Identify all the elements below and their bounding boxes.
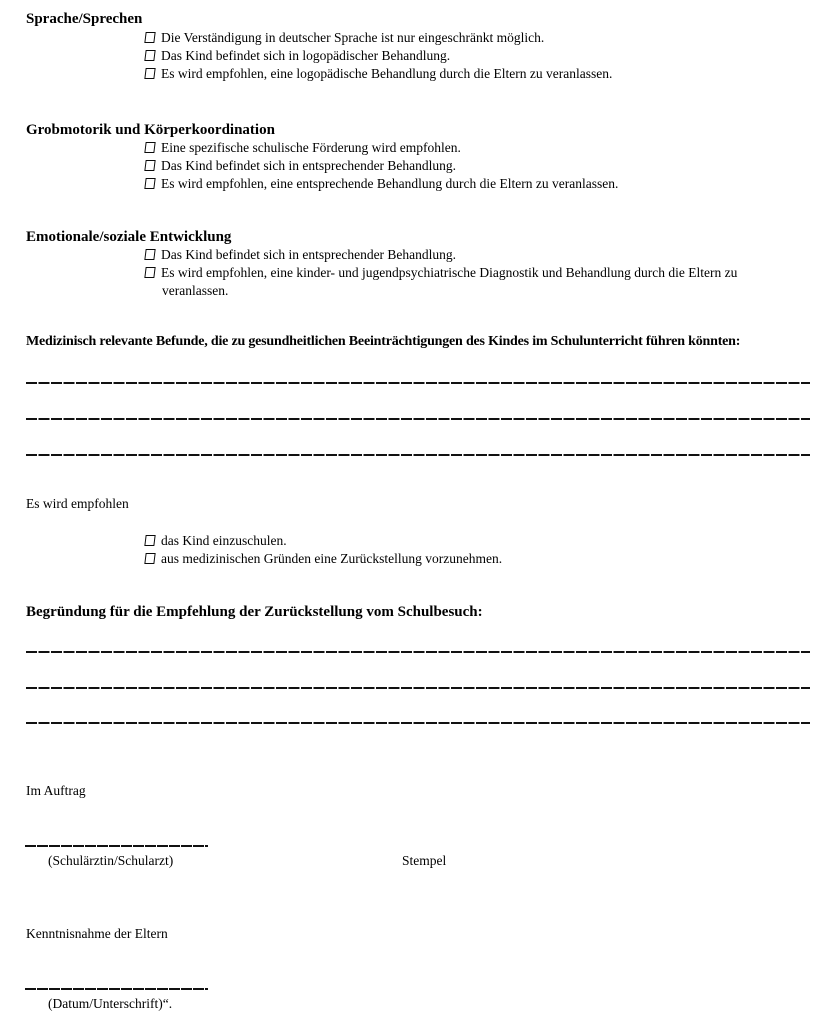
checkbox-icon[interactable] xyxy=(144,267,155,278)
checkbox-label: Das Kind befindet sich in entsprechender Behandlung. xyxy=(161,247,457,262)
recommendation-label: Es wird empfohlen xyxy=(26,496,129,511)
im-auftrag-label: Im Auftrag xyxy=(26,783,86,798)
doctor-signature-line[interactable] xyxy=(25,845,208,847)
section-grobmotorik-items xyxy=(145,139,793,193)
section-emotional-items xyxy=(145,246,790,300)
section-heading-grobmotorik: Grobmotorik und Körperkoordination xyxy=(26,122,275,138)
fill-in-line[interactable] xyxy=(26,382,810,384)
checkbox-item xyxy=(145,139,793,157)
checkbox-icon[interactable] xyxy=(144,553,155,564)
checkbox-label: das Kind einzuschulen. xyxy=(161,533,287,548)
parents-acknowledgement-label: Kenntnisnahme der Eltern xyxy=(26,926,168,941)
checkbox-item xyxy=(145,29,793,47)
checkbox-icon[interactable] xyxy=(144,160,155,171)
checkbox-icon[interactable] xyxy=(144,68,155,79)
checkbox-item xyxy=(145,175,793,193)
doctor-signature-caption: (Schulärztin/Schularzt) xyxy=(48,853,174,868)
checkbox-label: Es wird empfohlen, eine kinder- und jugendpsychiatrische Diagnostik und Behandlung durch die Eltern zu veranlassen. xyxy=(161,265,738,298)
checkbox-icon[interactable] xyxy=(144,249,155,260)
fill-in-line[interactable] xyxy=(26,418,810,420)
checkbox-label: Es wird empfohlen, eine entsprechende Behandlung durch die Eltern zu veranlassen. xyxy=(161,176,619,191)
stamp-label: Stempel xyxy=(402,853,447,868)
checkbox-item xyxy=(145,47,793,65)
checkbox-item xyxy=(145,264,790,300)
checkbox-icon[interactable] xyxy=(144,178,155,189)
checkbox-label: aus medizinischen Gründen eine Zurückstellung vorzunehmen. xyxy=(161,551,503,566)
reason-heading: Begründung für die Empfehlung der Zurückstellung vom Schulbesuch: xyxy=(26,604,483,620)
parents-signature-line[interactable] xyxy=(25,988,208,990)
fill-in-line[interactable] xyxy=(26,722,810,724)
fill-in-line[interactable] xyxy=(26,687,810,689)
checkbox-item xyxy=(145,550,793,568)
checkbox-item xyxy=(145,65,793,83)
parents-signature-caption: (Datum/Unterschrift)“. xyxy=(48,996,173,1011)
checkbox-icon[interactable] xyxy=(144,142,155,153)
checkbox-item xyxy=(145,246,790,264)
checkbox-item xyxy=(145,157,793,175)
checkbox-label: Es wird empfohlen, eine logopädische Behandlung durch die Eltern zu veranlassen. xyxy=(161,66,613,81)
checkbox-label: Die Verständigung in deutscher Sprache ist nur eingeschränkt möglich. xyxy=(161,30,545,45)
checkbox-label: Das Kind befindet sich in logopädischer Behandlung. xyxy=(161,48,451,63)
recommendation-items xyxy=(145,532,793,568)
checkbox-icon[interactable] xyxy=(144,32,155,43)
checkbox-label: Das Kind befindet sich in entsprechender Behandlung. xyxy=(161,158,457,173)
section-heading-emotional: Emotionale/soziale Entwicklung xyxy=(26,229,232,245)
checkbox-icon[interactable] xyxy=(144,50,155,61)
findings-heading: Medizinisch relevante Befunde, die zu gesundheitlichen Beeinträchtigungen des Kindes im Schulunterricht führen könnten: xyxy=(26,334,741,349)
section-sprache-items xyxy=(145,29,793,83)
fill-in-line[interactable] xyxy=(26,651,810,653)
fill-in-line[interactable] xyxy=(26,454,810,456)
checkbox-icon[interactable] xyxy=(144,535,155,546)
checkbox-item xyxy=(145,532,793,550)
section-heading-sprache: Sprache/Sprechen xyxy=(26,11,143,27)
checkbox-label: Eine spezifische schulische Förderung wird empfohlen. xyxy=(161,140,461,155)
